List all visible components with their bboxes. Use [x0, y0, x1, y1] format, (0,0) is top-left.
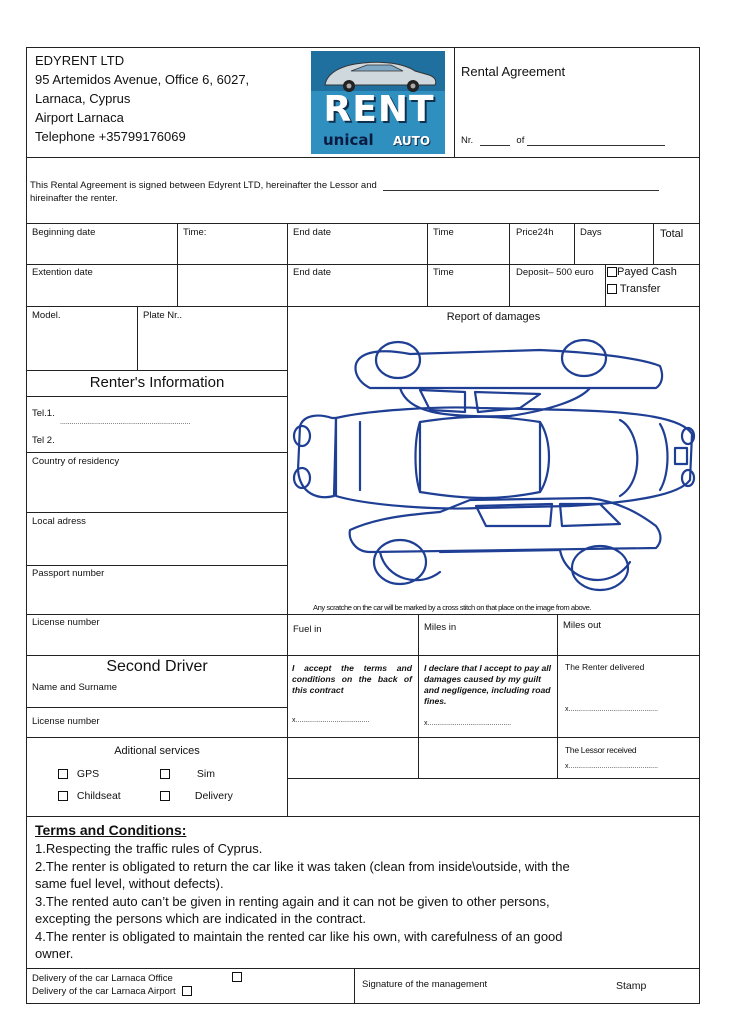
intro-line-1	[30, 180, 659, 191]
total-label: Total	[660, 228, 684, 240]
damages-acceptance: I declare that I accept to pay all damages caused by my guilt and negligence, including road fines.	[424, 663, 552, 706]
company-block	[35, 51, 249, 146]
sim-checkbox[interactable]	[160, 769, 170, 779]
renter-info-heading: Renter's Information	[89, 374, 225, 391]
transfer-checkbox[interactable]	[607, 284, 617, 294]
terms-sign-line[interactable]: x......................................	[292, 717, 370, 724]
end-date2-label: End date	[293, 267, 332, 278]
days-label: Days	[580, 227, 602, 238]
beginning-date-label: Beginning date	[32, 227, 96, 238]
sim-option[interactable]	[160, 768, 215, 780]
passport-label: Passport number	[32, 568, 105, 579]
tel2-label: Tel 2.	[32, 435, 55, 446]
terms-heading: Terms and Conditions:	[35, 822, 187, 838]
terms-item-1: 1.Respecting the traffic rules of Cyprus.	[35, 841, 263, 856]
time2-label: Time	[433, 227, 454, 238]
terms-item-4a: 4.The renter is obligated to maintain the rented car like his own, with carefulness of an good	[35, 928, 563, 944]
time3-label: Time	[433, 267, 454, 278]
renter-name-field[interactable]	[383, 190, 659, 191]
gps-label: GPS	[76, 768, 100, 780]
payed-cash-label: Payed Cash	[617, 266, 677, 278]
delivery-office-option[interactable]	[32, 973, 173, 984]
car-damage-diagram[interactable]	[290, 330, 698, 606]
sim-label: Sim	[196, 768, 216, 780]
lessor-received-label: The Lessor received	[565, 745, 637, 755]
delivery-office-label: Delivery of the car Larnaca Office	[32, 973, 173, 984]
of-field[interactable]	[527, 145, 665, 146]
damages-title: Report of damages	[446, 311, 541, 323]
end-date-label: End date	[293, 227, 332, 238]
logo-sub-right: AUTO	[393, 134, 431, 148]
delivery-checkbox[interactable]	[160, 791, 170, 801]
payed-cash-checkbox[interactable]	[607, 267, 617, 277]
lessor-received-sign[interactable]: x..............................................	[565, 763, 658, 770]
delivery-label: Delivery	[194, 790, 233, 802]
delivery-option[interactable]	[160, 790, 233, 802]
deposit-label: Deposit– 500 euro	[516, 267, 594, 278]
terms-item-3a: 3.The rented auto can’t be given in renting again and it can not be given to other persons,	[35, 893, 550, 909]
renter-delivered-label: The Renter delivered	[565, 662, 645, 672]
transfer-label: Transfer	[619, 283, 661, 295]
payed-cash-option[interactable]	[607, 266, 677, 278]
logo-sub-left: unical	[323, 131, 374, 149]
delivery-airport-label: Delivery of the car Larnaca Airport	[32, 986, 176, 997]
tel1-label: Tel.1.	[32, 408, 55, 419]
services-heading: Aditional services	[114, 745, 200, 757]
damages-note: Any scratche on the car will be marked by a cross stitch on that place on the image from above.	[313, 603, 592, 612]
nr-field[interactable]	[480, 145, 510, 146]
miles-in-label: Miles in	[424, 622, 457, 633]
damages-sign-line[interactable]: x...........................................	[424, 720, 512, 727]
terms-item-3b: excepting the persons which are indicated in the contract.	[35, 911, 366, 926]
stamp-label: Stamp	[616, 980, 647, 992]
childseat-checkbox[interactable]	[58, 791, 68, 801]
local-address-label: Local adress	[32, 516, 86, 527]
of-label: of	[516, 135, 525, 146]
fuel-in-label: Fuel in	[293, 624, 322, 635]
model-label: Model.	[32, 310, 61, 321]
terms-list	[35, 840, 695, 963]
terms-item-2b: same fuel level, without defects).	[35, 876, 224, 891]
nr-label: Nr.	[461, 135, 474, 146]
company-address-2: Larnaca, Cyprus	[35, 91, 131, 106]
second-driver-license-label: License number	[32, 716, 100, 727]
country-label: Country of residency	[32, 456, 120, 467]
delivery-office-checkbox[interactable]	[232, 972, 242, 982]
price-label: Price24h	[516, 227, 554, 238]
childseat-label: Childseat	[76, 790, 121, 802]
company-name: EDYRENT LTD	[35, 53, 125, 68]
agreement-title: Rental Agreement	[461, 64, 566, 79]
miles-out-label: Miles out	[563, 620, 602, 631]
company-logo	[311, 51, 445, 154]
intro-text-1: This Rental Agreement is signed between Edyrent LTD, hereinafter the Lessor and	[30, 180, 377, 191]
agreement-number	[461, 135, 665, 146]
company-address-1: 95 Artemidos Avenue, Office 6, 6027,	[35, 72, 250, 87]
terms-item-2a: 2.The renter is obligated to return the car like it was taken (clean from inside\outside, with the	[35, 858, 570, 874]
terms-item-4b: owner.	[35, 946, 74, 961]
delivery-airport-checkbox[interactable]	[182, 986, 192, 996]
transfer-option[interactable]	[607, 283, 660, 295]
intro-text-2: hireinafter the renter.	[30, 193, 118, 204]
renter-delivered-sign[interactable]: x..............................................	[565, 706, 658, 713]
company-address-3: Airport Larnaca	[35, 110, 124, 125]
logo-word: RENT	[323, 89, 435, 130]
tel1-dots[interactable]: ...................................................................	[60, 419, 191, 426]
plate-label: Plate Nr..	[143, 310, 183, 321]
delivery-airport-option[interactable]	[32, 986, 192, 997]
terms-acceptance: I accept the terms and conditions on the back of this contract	[292, 663, 412, 695]
time1-label: Time:	[183, 227, 207, 238]
gps-checkbox[interactable]	[58, 769, 68, 779]
license-label: License number	[32, 617, 100, 628]
management-signature-label: Signature of the management	[362, 979, 488, 990]
gps-option[interactable]	[58, 768, 99, 780]
company-telephone: Telephone +35799176069	[35, 129, 186, 144]
second-driver-heading: Second Driver	[106, 658, 208, 675]
second-driver-name-label: Name and Surname	[32, 682, 118, 693]
childseat-option[interactable]	[58, 790, 121, 802]
extension-date-label: Extention date	[32, 267, 93, 278]
